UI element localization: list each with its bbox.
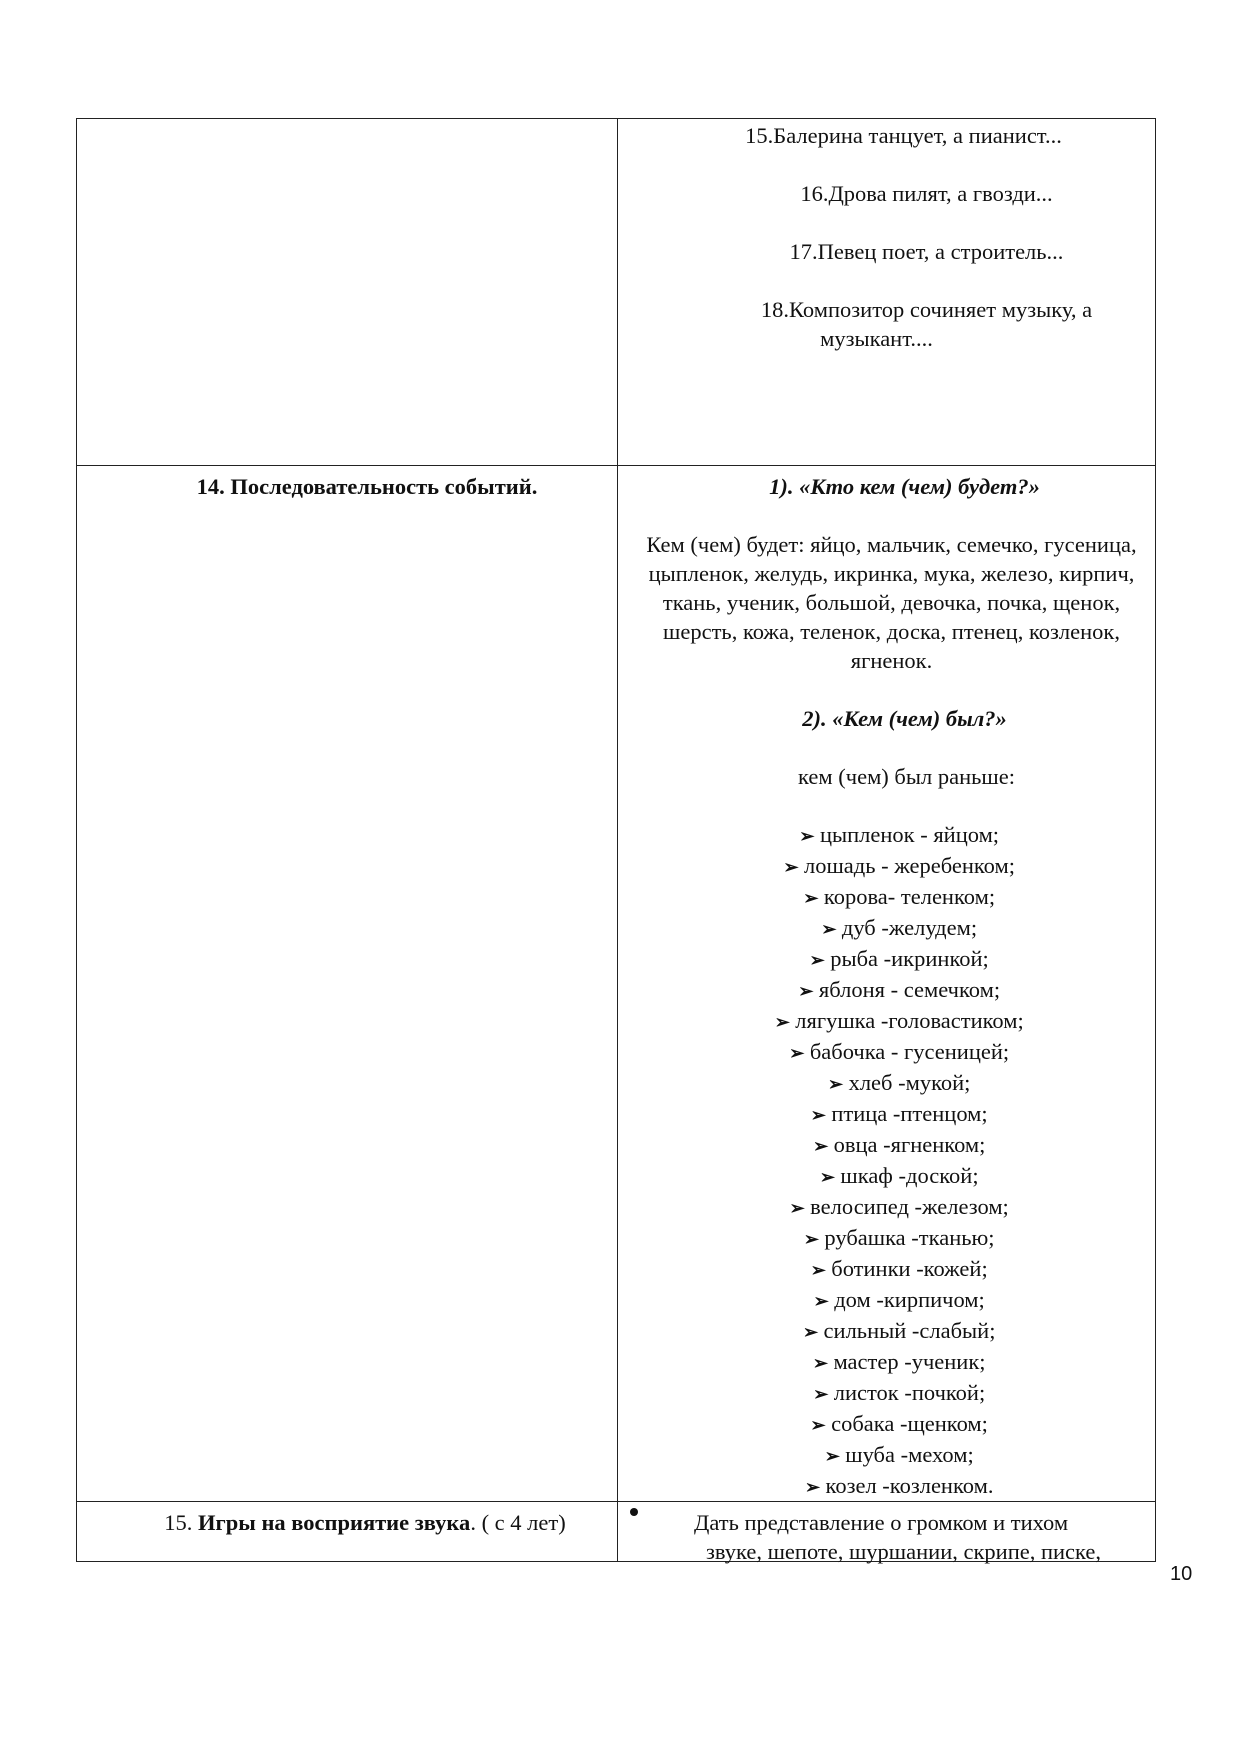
list-item-text: цыпленок - яйцом; [819,822,1000,847]
arrow-bullet-icon: ➢ [789,1043,805,1063]
list-item [618,1130,1155,1161]
list-item [618,1347,1155,1378]
arrow-bullet-icon: ➢ [828,1074,844,1094]
arrow-bullet-icon: ➢ [813,1384,829,1404]
arrow-bullet-icon: ➢ [809,950,825,970]
arrow-bullet-icon: ➢ [774,1012,790,1032]
arrow-bullet-icon: ➢ [824,1446,840,1466]
row2-left-cell [77,466,618,1502]
list-item [618,1409,1155,1440]
list-item [618,1285,1155,1316]
list-item-text: дом -кирпичом; [834,1287,985,1312]
list-item-text: лягушка -головастиком; [795,1008,1024,1033]
list-item-text: мастер -ученик; [833,1349,986,1374]
arrow-bullet-icon: ➢ [813,1136,829,1156]
list-item-text: дуб -желудем; [841,915,978,940]
arrow-bullet-icon: ➢ [813,1291,829,1311]
list-item-text: шкаф -доской; [840,1163,979,1188]
list-item [618,1161,1155,1192]
list-item-text: рыба -икринкой; [830,946,989,971]
arrow-bullet-icon: ➢ [783,857,799,877]
bullet-line-1: Дать представление о громком и тихом [694,1510,1069,1535]
list-item [618,944,1155,975]
list-item [618,1223,1155,1254]
arrow-bullet-icon: ➢ [804,1477,821,1497]
arrow-bullet-icon: ➢ [810,1105,826,1125]
list-item [618,1006,1155,1037]
list-item [618,1440,1155,1471]
list-item-text: собака -щенком; [831,1411,988,1436]
arrow-bullet-icon: ➢ [810,1260,826,1280]
arrow-bullet-icon: ➢ [819,1167,835,1187]
arrow-bullet-icon: ➢ [803,888,819,908]
list-item-text: сильный -слабый; [823,1318,996,1343]
arrow-bullet-icon: ➢ [803,1229,819,1249]
dialog-item-18-line2: музыкант.... [820,326,933,351]
list-item-text: хлеб -мукой; [848,1070,971,1095]
page-number: 10 [1170,1563,1193,1585]
game2-title: 2). «Кем (чем) был?» [802,706,1007,731]
bullet-item [618,1508,1155,1566]
row1-right-cell [618,119,1156,466]
list-item [618,913,1155,944]
list-item-text: ботинки -кожей; [831,1256,988,1281]
game1-title: 1). «Кто кем (чем) будет?» [769,474,1040,499]
list-item-text: козел -козленком. [825,1473,994,1498]
list-item [618,851,1155,882]
list-item [618,1471,1155,1502]
list-item-text: лошадь - жеребенком; [804,853,1015,878]
section-title-bold: Игры на восприятие звука [198,1510,471,1535]
arrow-list [618,820,1155,1502]
list-item [618,1254,1155,1285]
list-item-text: шуба -мехом; [845,1442,974,1467]
list-item-text: бабочка - гусеницей; [809,1039,1010,1064]
row3-right-cell [618,1502,1156,1562]
list-item-text: овца -ягненком; [833,1132,986,1157]
list-item [618,1192,1155,1223]
row2-right-cell [618,466,1156,1502]
arrow-bullet-icon: ➢ [812,1353,829,1373]
arrow-bullet-icon: ➢ [789,1198,805,1218]
list-item [618,1068,1155,1099]
list-item [618,820,1155,851]
list-item-text: велосипед -железом; [810,1194,1009,1219]
table-row [77,119,1156,466]
table-row [77,466,1156,1502]
row3-left-cell [77,1502,618,1562]
arrow-bullet-icon: ➢ [810,1415,826,1435]
list-item [618,975,1155,1006]
list-item-text: рубашка -тканью; [824,1225,995,1250]
list-item-text: птица -птенцом; [831,1101,988,1126]
list-item [618,1378,1155,1409]
list-item [618,1099,1155,1130]
list-item [618,1037,1155,1068]
arrow-bullet-icon: ➢ [821,919,837,939]
dialog-item-18-line1: 18.Композитор сочиняет музыку, а [760,297,1093,322]
dialog-item-16: 16.Дрова пилят, а гвозди... [800,181,1053,206]
row1-left-cell [77,119,618,466]
list-item [618,1316,1155,1347]
section-number: 15. [164,1510,193,1535]
list-item-text: листок -почкой; [833,1380,986,1405]
dialog-item-18 [618,295,1155,353]
arrow-bullet-icon: ➢ [798,981,814,1001]
arrow-bullet-icon: ➢ [803,1322,819,1342]
arrow-bullet-icon: ➢ [799,826,815,846]
list-item-text: корова- теленком; [823,884,996,909]
section-heading-sound-games [77,1508,617,1537]
table-row [77,1502,1156,1562]
section-title-tail: . ( с 4 лет) [470,1510,566,1535]
section-heading-sequence: 14. Последовательность событий. [196,474,538,499]
dialog-item-17: 17.Певец поет, а строитель... [789,239,1064,264]
dialog-item-15: 15.Балерина танцует, а пианист... [745,123,1062,148]
game2-lead: кем (чем) был раньше: [798,764,1015,789]
game1-body: Кем (чем) будет: яйцо, мальчик, семечко, гусеница, цыпленок, желудь, икринка, мука, железо, кирпич, ткань, ученик, большой, девочка, почка, щенок, шерсть, кожа, теленок, доска, птенец, козленок, ягненок. [646,532,1137,673]
list-item-text: яблоня - семечком; [818,977,1001,1002]
list-item [618,882,1155,913]
content-table [76,118,1156,1562]
bullet-line-2: звуке, шепоте, шуршании, скрипе, писке, [706,1539,1102,1564]
